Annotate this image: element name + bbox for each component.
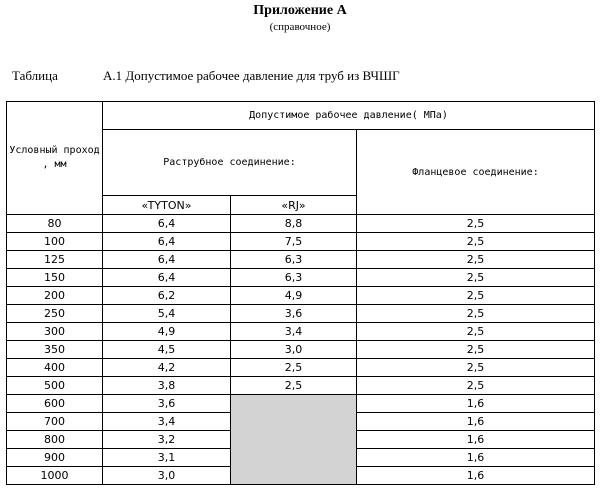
- cell-dn: 125: [7, 251, 103, 269]
- cell-flange: 2,5: [357, 215, 595, 233]
- table-row: [7, 341, 595, 359]
- cell-rj: 2,5: [231, 359, 357, 377]
- header-tyton: «TYTON»: [103, 196, 231, 215]
- cell-flange: 2,5: [357, 323, 595, 341]
- cell-flange: 2,5: [357, 287, 595, 305]
- cell-flange: 1,6: [357, 413, 595, 431]
- cell-rj: 3,4: [231, 323, 357, 341]
- cell-tyton: 6,4: [103, 215, 231, 233]
- cell-tyton: 3,0: [103, 467, 231, 485]
- cell-flange: 2,5: [357, 359, 595, 377]
- appendix-title: Приложение А: [253, 3, 347, 18]
- cell-tyton: 3,8: [103, 377, 231, 395]
- cell-dn: 300: [7, 323, 103, 341]
- header-rj: «RJ»: [231, 196, 357, 215]
- cell-dn: 80: [7, 215, 103, 233]
- cell-dn: 100: [7, 233, 103, 251]
- cell-rj: 6,3: [231, 251, 357, 269]
- cell-tyton: 3,1: [103, 449, 231, 467]
- cell-dn: 400: [7, 359, 103, 377]
- cell-flange: 2,5: [357, 233, 595, 251]
- cell-tyton: 3,4: [103, 413, 231, 431]
- cell-dn: 200: [7, 287, 103, 305]
- cell-flange: 1,6: [357, 431, 595, 449]
- table-row: [7, 233, 595, 251]
- cell-tyton: 4,9: [103, 323, 231, 341]
- cell-dn: 150: [7, 269, 103, 287]
- cell-rj: 3,0: [231, 341, 357, 359]
- header-nominal-diameter: Условный проход , мм: [7, 102, 103, 215]
- appendix-subtitle: (справочное): [269, 21, 331, 33]
- cell-tyton: 6,4: [103, 251, 231, 269]
- cell-tyton: 3,6: [103, 395, 231, 413]
- table-row: [7, 359, 595, 377]
- cell-dn: 900: [7, 449, 103, 467]
- cell-tyton: 6,4: [103, 233, 231, 251]
- header-flange-joint: Фланцевое соединение:: [357, 130, 595, 215]
- cell-tyton: 4,5: [103, 341, 231, 359]
- cell-tyton: 4,2: [103, 359, 231, 377]
- table-row: [7, 395, 595, 413]
- table-caption: А.1 Допустимое рабочее давление для труб из ВЧШГ: [103, 68, 400, 83]
- table-row: [7, 215, 595, 233]
- cell-flange: 2,5: [357, 305, 595, 323]
- table-row: [7, 287, 595, 305]
- header-allowed-pressure: Допустимое рабочее давление( МПа): [103, 102, 595, 130]
- cell-flange: 2,5: [357, 341, 595, 359]
- cell-flange: 1,6: [357, 395, 595, 413]
- cell-flange: 1,6: [357, 467, 595, 485]
- table-row: [7, 377, 595, 395]
- cell-dn: 350: [7, 341, 103, 359]
- cell-rj: 2,5: [231, 377, 357, 395]
- cell-dn: 600: [7, 395, 103, 413]
- cell-rj: 7,5: [231, 233, 357, 251]
- table-row: [7, 323, 595, 341]
- cell-dn: 500: [7, 377, 103, 395]
- cell-dn: 1000: [7, 467, 103, 485]
- header-row-1: [7, 102, 595, 130]
- cell-flange: 2,5: [357, 269, 595, 287]
- cell-tyton: 6,2: [103, 287, 231, 305]
- table-label: Таблица: [12, 68, 58, 83]
- cell-dn: 800: [7, 431, 103, 449]
- cell-rj-not-applicable: [231, 395, 357, 485]
- cell-rj: 8,8: [231, 215, 357, 233]
- cell-flange: 2,5: [357, 377, 595, 395]
- cell-flange: 1,6: [357, 449, 595, 467]
- header-socket-joint: Раструбное соединение:: [103, 130, 357, 196]
- cell-dn: 250: [7, 305, 103, 323]
- cell-tyton: 6,4: [103, 269, 231, 287]
- table-row: [7, 269, 595, 287]
- pressure-table: [6, 101, 595, 485]
- table-row: [7, 251, 595, 269]
- cell-flange: 2,5: [357, 251, 595, 269]
- table-row: [7, 305, 595, 323]
- cell-tyton: 3,2: [103, 431, 231, 449]
- cell-dn: 700: [7, 413, 103, 431]
- cell-rj: 6,3: [231, 269, 357, 287]
- cell-tyton: 5,4: [103, 305, 231, 323]
- cell-rj: 4,9: [231, 287, 357, 305]
- cell-rj: 3,6: [231, 305, 357, 323]
